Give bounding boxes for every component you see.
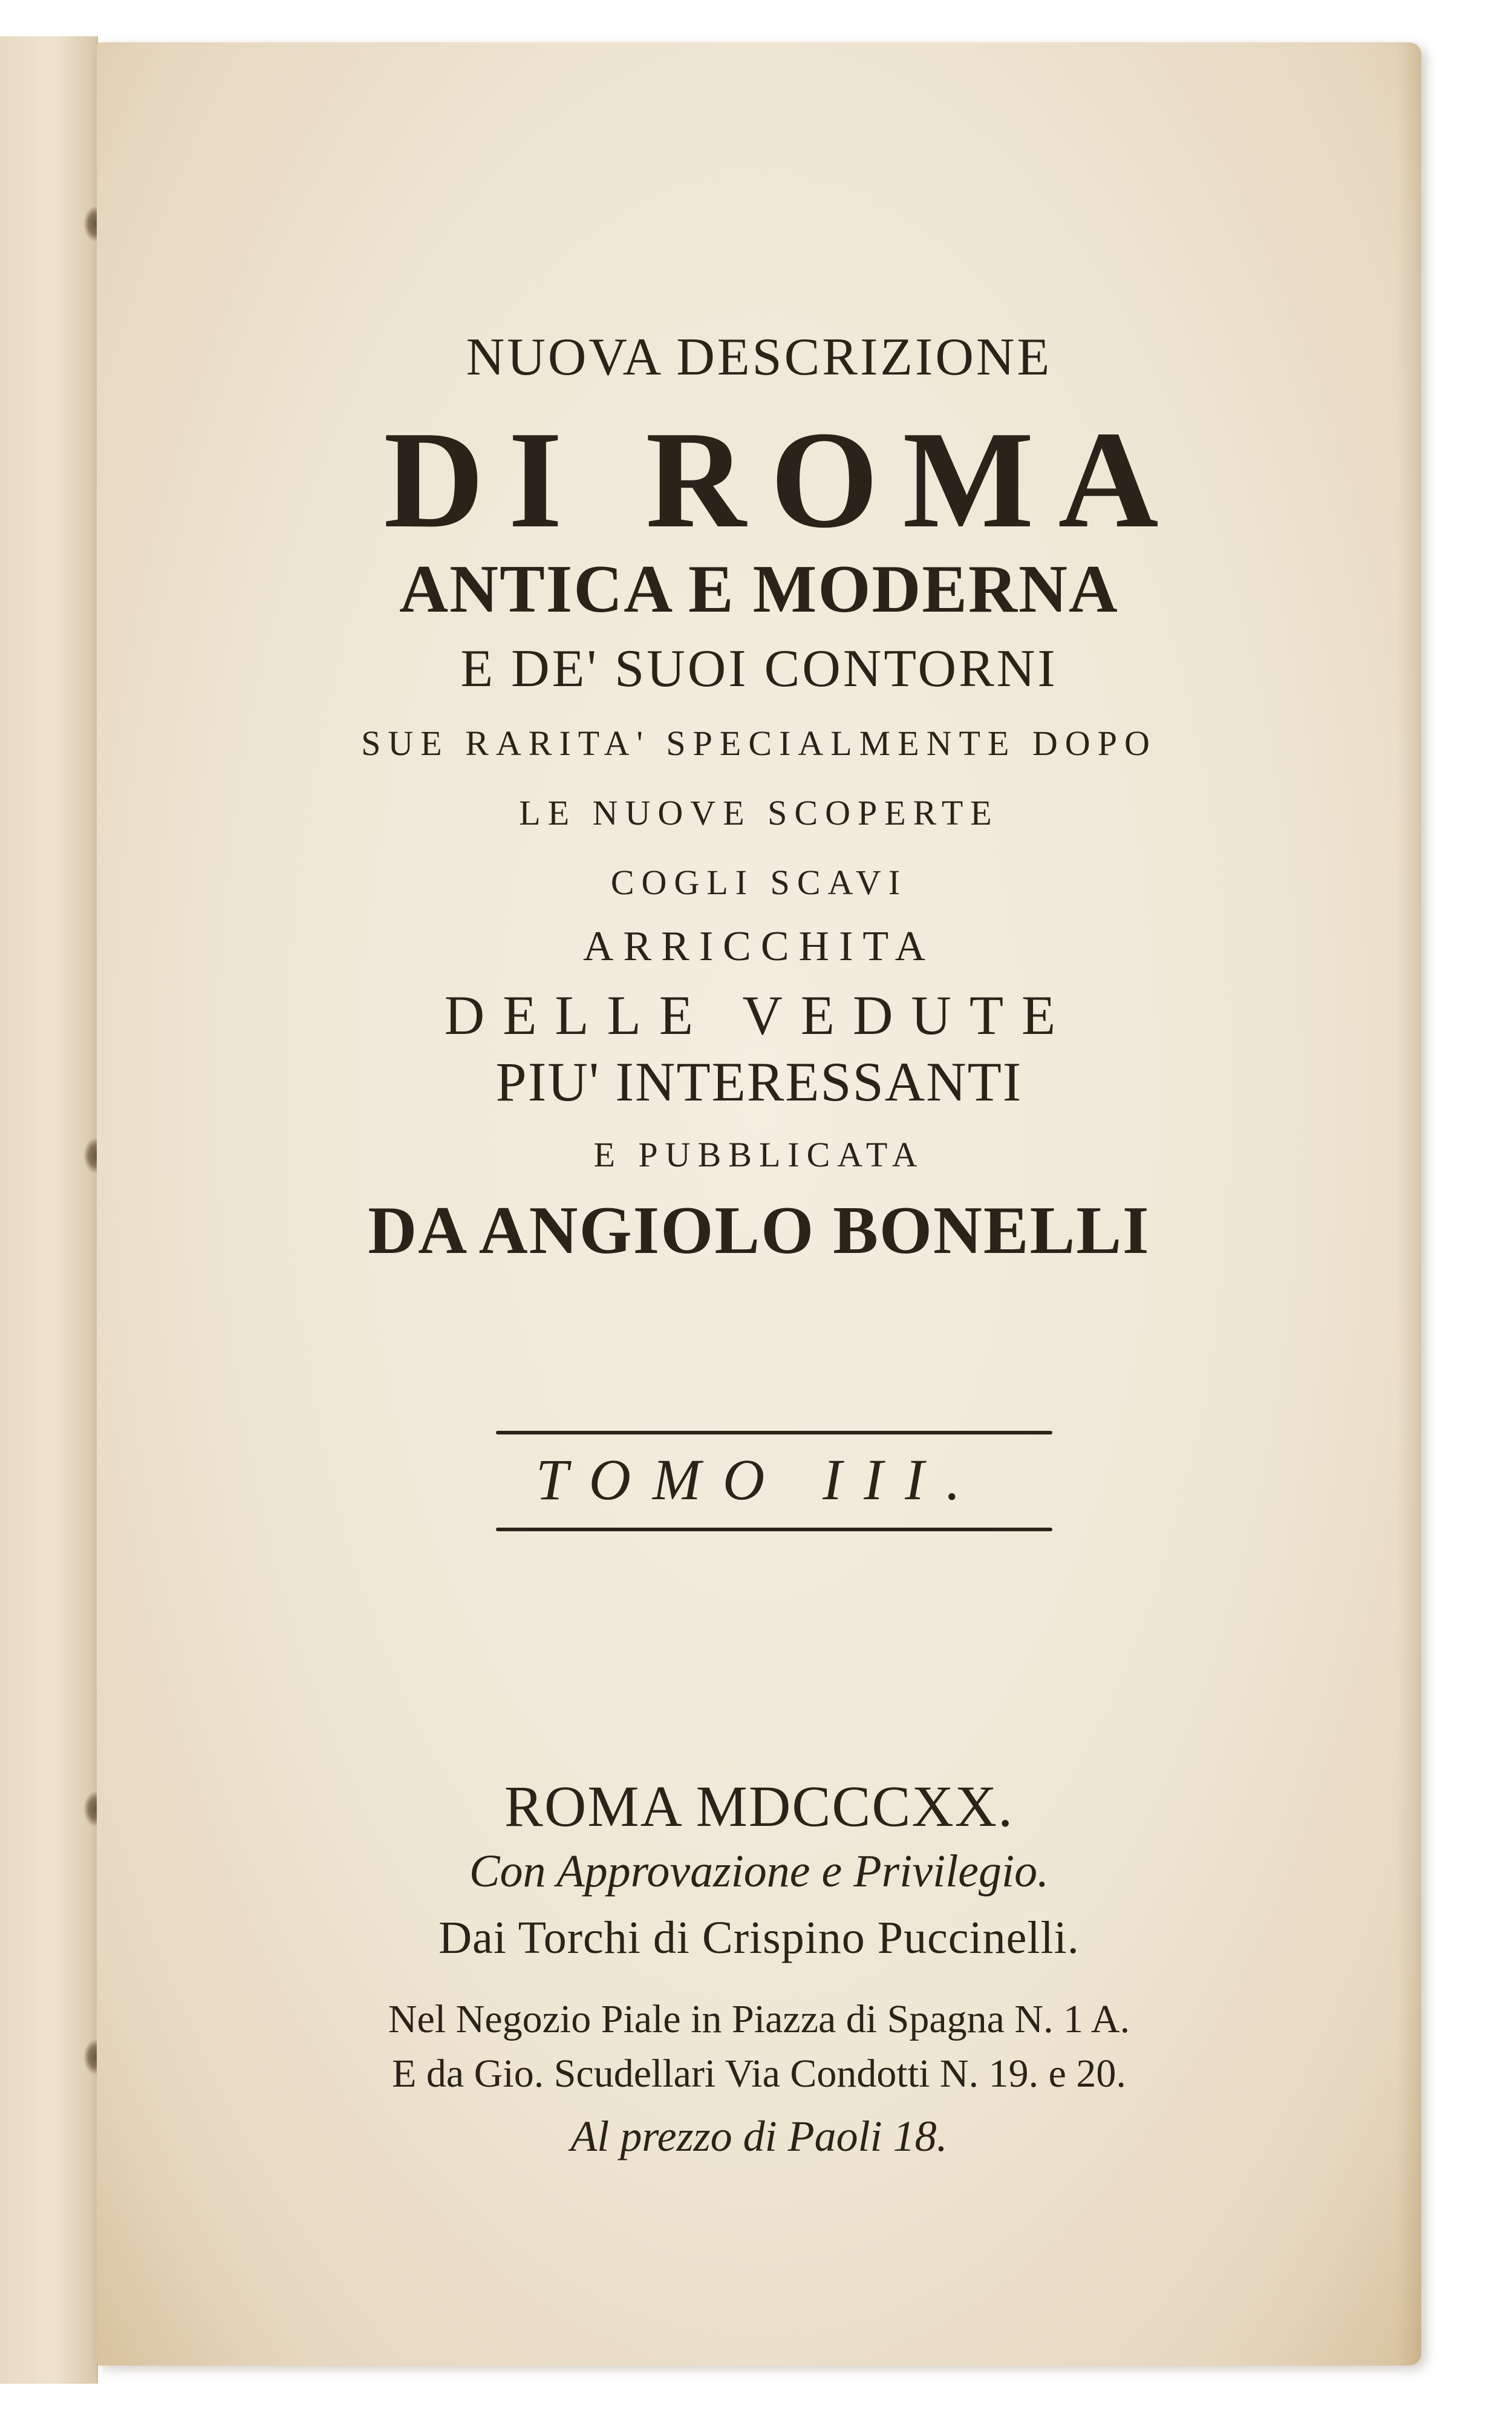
imprint-approval: Con Approvazione e Privilegio. [469, 1846, 1049, 1897]
title-line-nuova-descrizione: NUOVA DESCRIZIONE [466, 328, 1052, 387]
title-page [97, 42, 1421, 2366]
rule-below-volume [496, 1528, 1052, 1531]
title-line-contorni: E DE' SUOI CONTORNI [460, 639, 1058, 698]
subtitle-line-arricchita: ARRICCHITA [582, 923, 936, 970]
author-line: DA ANGIOLO BONELLI [368, 1193, 1150, 1268]
imprint-seller-1: Nel Negozio Piale in Piazza di Spagna N. 1 A. [388, 1997, 1130, 2041]
imprint-place-year: ROMA MDCCCXX. [504, 1774, 1014, 1839]
imprint-printer: Dai Torchi di Crispino Puccinelli. [438, 1912, 1080, 1963]
subtitle-line-interessanti: PIU' INTERESSANTI [495, 1051, 1023, 1113]
subtitle-line-scavi: COGLI SCAVI [610, 863, 908, 902]
previous-leaf [0, 36, 98, 2384]
title-line-di-roma: DI ROMA [383, 402, 1183, 557]
volume-number: TOMO III. [535, 1447, 983, 1512]
rule-above-volume [496, 1431, 1052, 1434]
subtitle-line-vedute: DELLE VEDUTE [444, 984, 1074, 1046]
subtitle-line-pubblicata: E PUBBLICATA [593, 1135, 925, 1174]
title-line-antica-e-moderna: ANTICA E MODERNA [399, 552, 1119, 627]
subtitle-line-scoperte: LE NUOVE SCOPERTE [519, 793, 999, 832]
subtitle-line-rarita: SUE RARITA' SPECIALMENTE DOPO [361, 724, 1157, 763]
imprint-price: Al prezzo di Paoli 18. [570, 2112, 948, 2160]
imprint-seller-2: E da Gio. Scudellari Via Condotti N. 19. e 20. [392, 2052, 1126, 2096]
